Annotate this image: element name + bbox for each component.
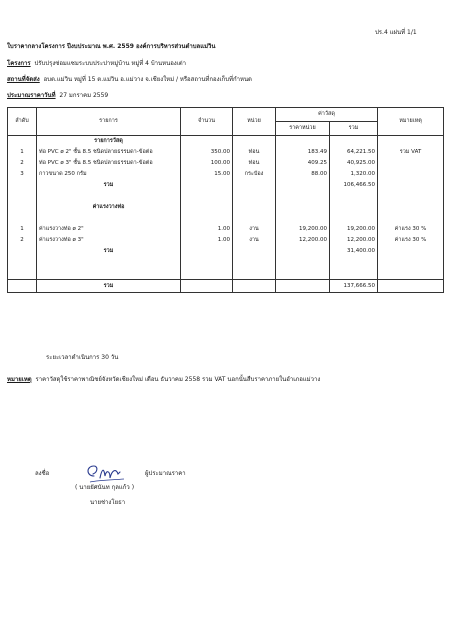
header-material: ค่าวัสดุ [276, 108, 378, 122]
table-row [8, 158, 444, 169]
header-unit: หน่วย [233, 108, 276, 136]
cell-remark: รวม VAT [378, 147, 444, 158]
table-row [8, 257, 444, 268]
table-row [8, 268, 444, 280]
header-no: ลำดับ [8, 108, 37, 136]
project-value: ปรับปรุงซ่อมแซมระบบประปาหมู่บ้าน หมู่ที่ 4 บ้านหนองเต่า [34, 60, 187, 67]
document-title-text: ใบราคากลางโครงการ ปีงบประมาณ พ.ศ. 2559 องค์การบริหารส่วนตำบลแม่วิน [7, 43, 216, 50]
note-text: ราคาวัสดุใช้ราคาพาณิชย์จังหวัดเชียงใหม่ เดือน ธันวาคม 2558 รวม VAT นอกนั้นสืบราคาภายในอำเภอแม่วาง [35, 376, 321, 383]
cell-qty: 1.00 [181, 235, 233, 246]
cell-price: 409.25 [276, 158, 330, 169]
grand-total-value: 137,666.50 [330, 280, 378, 293]
table-row [8, 136, 444, 148]
page-number: ปร.4 แผ่นที่ 1/1 [375, 29, 417, 36]
cell-price: 88.00 [276, 169, 330, 180]
cell-total: 1,320.00 [330, 169, 378, 180]
cell-unit: กระป๋อง [233, 169, 276, 180]
cell-total: 12,200.00 [330, 235, 378, 246]
cell-total: 19,200.00 [330, 224, 378, 235]
grand-total-row [8, 280, 444, 293]
cell-unit: งาน [233, 224, 276, 235]
cell-qty: 15.00 [181, 169, 233, 180]
subtotal-row [8, 246, 444, 257]
cell-unit: งาน [233, 235, 276, 246]
cell-qty: 1.00 [181, 224, 233, 235]
cell-remark: ค่าแรง 30 % [378, 224, 444, 235]
subtotal-label: รวม [37, 246, 181, 257]
cell-price: 19,200.00 [276, 224, 330, 235]
estimate-date-value: 27 มกราคม 2559 [59, 92, 109, 99]
table-row [8, 147, 444, 158]
signer-role: ผู้ประมาณราคา [145, 470, 186, 477]
header-unit-price: ราคาหน่วย [276, 122, 330, 136]
signer-name: ( นายยัศนันท กุลแก้ว ) [75, 484, 135, 491]
cell-qty: 350.00 [181, 147, 233, 158]
cell-remark: ค่าแรง 30 % [378, 235, 444, 246]
cell-unit: ท่อน [233, 158, 276, 169]
cell-qty: 100.00 [181, 158, 233, 169]
duration-text: ระยะเวลาดำเนินการ 30 วัน [46, 354, 119, 361]
estimate-date-label: ประมาณราคาวันที่ [7, 92, 56, 99]
estimate-date-line [7, 92, 108, 100]
header-item: รายการ [37, 108, 181, 136]
cell-item: กาวขนาด 250 กรัม [37, 169, 181, 180]
document-title [7, 43, 216, 51]
location-value: อบต.แม่วิน หมู่ที่ 15 ต.แม่วิน อ.แม่วาง จ.เชียงใหม่ / หรือสถานที่กองเก็บที่กำหนด [43, 76, 252, 83]
cell-item: ค่าแรงวางท่อ ø 2" [37, 224, 181, 235]
cell-total: 40,925.00 [330, 158, 378, 169]
cell-price: 183.49 [276, 147, 330, 158]
cell-no: 2 [8, 235, 37, 246]
table-row [8, 224, 444, 235]
table-row [8, 213, 444, 224]
price-table [7, 107, 444, 293]
header-qty: จำนวน [181, 108, 233, 136]
section-title: ค่าแรงวางท่อ [37, 202, 181, 213]
header-total: รวม [330, 122, 378, 136]
location-label: สถานที่จัดส่ง [7, 76, 40, 83]
cell-item: ท่อ PVC ø 3" ชั้น 8.5 ชนิดปลายธรรมดา-ข้อต่อ [37, 158, 181, 169]
subtotal-value: 106,466.50 [330, 180, 378, 191]
header-remark: หมายเหตุ [378, 108, 444, 136]
grand-total-label: รวม [37, 280, 181, 293]
signer-position: นายช่างโยธา [90, 499, 126, 506]
cell-price: 12,200.00 [276, 235, 330, 246]
cell-unit: ท่อน [233, 147, 276, 158]
cell-remark [378, 158, 444, 169]
cell-total: 64,221.50 [330, 147, 378, 158]
table-row [8, 191, 444, 202]
cell-remark [378, 169, 444, 180]
cell-no: 3 [8, 169, 37, 180]
sign-label: ลงชื่อ [35, 470, 50, 477]
cell-item: ค่าแรงวางท่อ ø 3" [37, 235, 181, 246]
cell-no: 1 [8, 147, 37, 158]
note-label: หมายเหตุ [7, 376, 32, 383]
project-line [7, 60, 186, 68]
cell-item: ท่อ PVC ø 2" ชั้น 8.5 ชนิดปลายธรรมดา-ข้อต่อ [37, 147, 181, 158]
section-title: รายการวัสดุ [37, 136, 181, 148]
cell-no: 1 [8, 224, 37, 235]
table-row [8, 202, 444, 213]
table-row [8, 235, 444, 246]
subtotal-row [8, 180, 444, 191]
subtotal-label: รวม [37, 180, 181, 191]
table-header-row [8, 108, 444, 122]
cell-no: 2 [8, 158, 37, 169]
project-label: โครงการ [7, 60, 31, 67]
note-line [7, 376, 320, 384]
subtotal-value: 31,400.00 [330, 246, 378, 257]
location-line [7, 76, 252, 84]
table-row [8, 169, 444, 180]
